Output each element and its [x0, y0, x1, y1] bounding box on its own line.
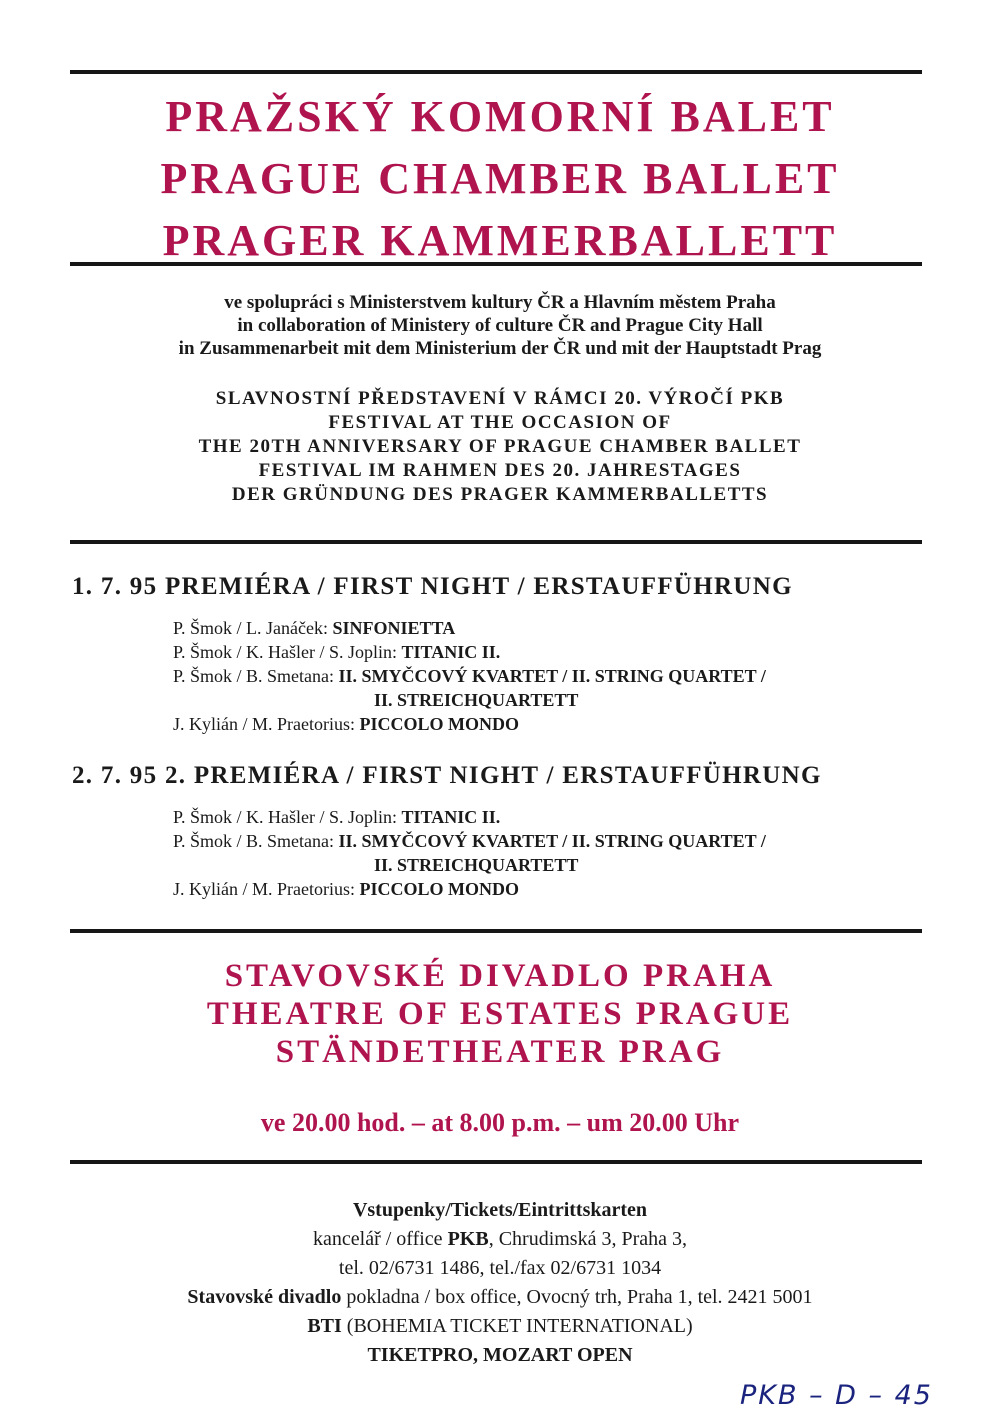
collaboration-line: ve spolupráci s Ministerstvem kultury ČR a Hlavním městem Praha: [224, 292, 776, 313]
program-item: [173, 616, 913, 640]
program-work: PICCOLO MONDO: [359, 879, 519, 899]
divider-after-program: [70, 929, 922, 933]
program-credits: P. Šmok / K. Hašler / S. Joplin:: [173, 807, 402, 827]
venue-block: [0, 957, 1000, 1071]
program-item: [173, 664, 913, 712]
program-work: TITANIC II.: [401, 642, 501, 662]
title-line-de: PRAGER KAMMERBALLETT: [162, 216, 838, 265]
program-work: SINFONIETTA: [332, 618, 456, 638]
tickets-other: TIKETPRO, MOZART OPEN: [367, 1344, 633, 1366]
page-title: [0, 86, 1000, 272]
program-credits: P. Šmok / B. Smetana:: [173, 666, 339, 686]
tickets-phone: tel. 02/6731 1486, tel./fax 02/6731 1034: [338, 1257, 662, 1279]
program-credits: P. Šmok / B. Smetana:: [173, 831, 339, 851]
anniversary-line: SLAVNOSTNÍ PŘEDSTAVENÍ V RÁMCI 20. VÝROČÍ PKB: [215, 388, 785, 409]
program-item: [173, 712, 913, 736]
performance-1-program: [173, 616, 913, 736]
program-work: TITANIC II.: [401, 807, 501, 827]
performance-1-heading: 1. 7. 95 PREMIÉRA / FIRST NIGHT / ERSTAUFFÜHRUNG: [72, 573, 793, 600]
performance-2-heading: 2. 7. 95 2. PREMIÉRA / FIRST NIGHT / ERSTAUFFÜHRUNG: [72, 762, 822, 789]
tickets-heading: Vstupenky/Tickets/Eintrittskarten: [352, 1199, 648, 1221]
tickets-bti: BTI (BOHEMIA TICKET INTERNATIONAL): [307, 1315, 693, 1337]
anniversary-line: DER GRÜNDUNG DES PRAGER KAMMERBALLETTS: [231, 484, 769, 505]
program-item: [173, 805, 913, 829]
venue-line-de: STÄNDETHEATER PRAG: [275, 1034, 725, 1070]
program-work: PICCOLO MONDO: [359, 714, 519, 734]
tickets-block: [0, 1196, 1000, 1370]
divider-top: [70, 70, 922, 74]
program-work-continued: II. STREICHQUARTETT: [374, 855, 579, 875]
performance-2-program: [173, 805, 913, 901]
collaboration-line: in Zusammenarbeit mit dem Ministerium der ČR und mit der Hauptstadt Prag: [178, 338, 822, 359]
anniversary-line: FESTIVAL AT THE OCCASION OF: [328, 412, 672, 433]
venue-line-en: THEATRE OF ESTATES PRAGUE: [206, 996, 794, 1032]
collaboration-block: [0, 291, 1000, 360]
program-work: II. SMYČCOVÝ KVARTET / II. STRING QUARTET /: [338, 831, 766, 851]
program-work-continued: II. STREICHQUARTETT: [374, 690, 579, 710]
program-credits: J. Kylián / M. Praetorius:: [173, 879, 360, 899]
venue-line-cz: STAVOVSKÉ DIVADLO PRAHA: [224, 958, 776, 994]
program-credits: P. Šmok / L. Janáček:: [173, 618, 333, 638]
program-item: [173, 829, 913, 877]
divider-after-anniversary: [70, 540, 922, 544]
anniversary-block: [0, 387, 1000, 507]
program-item: [173, 640, 913, 664]
program-work: II. SMYČCOVÝ KVARTET / II. STRING QUARTET /: [338, 666, 766, 686]
program-credits: P. Šmok / K. Hašler / S. Joplin:: [173, 642, 402, 662]
handwritten-reference: PKB – D – 45: [740, 1380, 933, 1411]
program-item: [173, 877, 913, 901]
anniversary-line: THE 20TH ANNIVERSARY OF PRAGUE CHAMBER BALLET: [198, 436, 802, 457]
title-line-cz: PRAŽSKÝ KOMORNÍ BALET: [165, 92, 835, 141]
anniversary-line: FESTIVAL IM RAHMEN DES 20. JAHRESTAGES: [258, 460, 742, 481]
tickets-office: kancelář / office PKB, Chrudimská 3, Praha 3,: [313, 1228, 687, 1250]
tickets-theatre: Stavovské divadlo pokladna / box office, Ovocný trh, Praha 1, tel. 2421 5001: [187, 1286, 813, 1308]
performance-time: ve 20.00 hod. – at 8.00 p.m. – um 20.00 Uhr: [260, 1108, 740, 1137]
program-credits: J. Kylián / M. Praetorius:: [173, 714, 360, 734]
collaboration-line: in collaboration of Ministery of culture ČR and Prague City Hall: [237, 315, 763, 336]
divider-after-venue: [70, 1160, 922, 1164]
title-line-en: PRAGUE CHAMBER BALLET: [160, 154, 840, 203]
